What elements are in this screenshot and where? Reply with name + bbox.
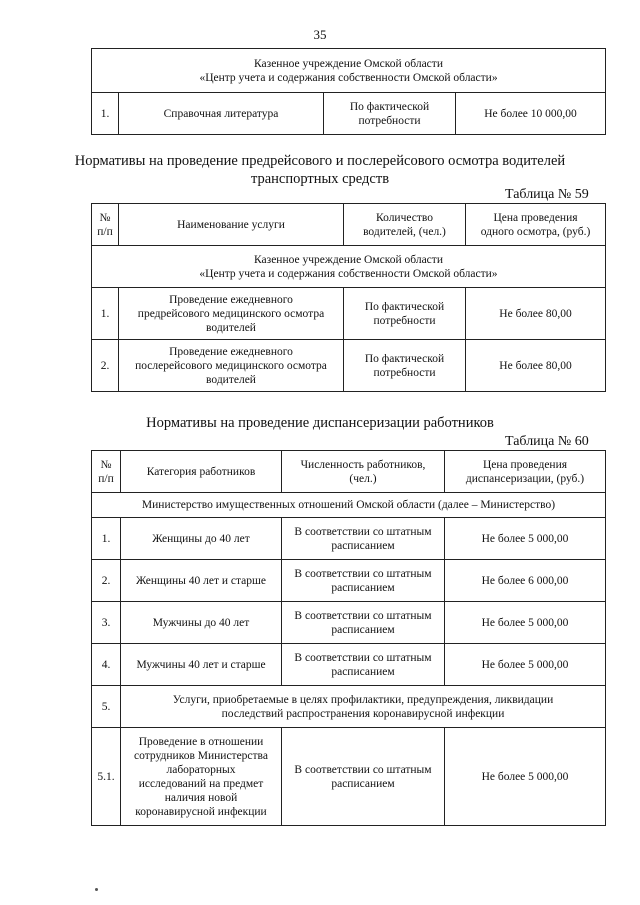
institution-row <box>92 246 606 288</box>
service-name: Справочная литература <box>119 93 324 135</box>
table-row <box>92 560 606 602</box>
row-number: 4. <box>92 644 121 686</box>
service-line: водителей <box>206 373 256 386</box>
price-cell: Не более 80,00 <box>466 340 606 392</box>
count-line: В соответствии со штатным <box>294 567 432 580</box>
service-line: послерейсового медицинского осмотра <box>135 359 327 372</box>
table-59-label: Таблица № 59 <box>505 187 589 202</box>
price-cell: Не более 10 000,00 <box>456 93 606 135</box>
institution-line: «Центр учета и содержания собственности Омской области» <box>199 267 498 280</box>
header-price <box>445 451 606 493</box>
quantity-line: потребности <box>373 366 436 379</box>
header-line: № <box>100 458 112 471</box>
quantity-line: По фактической <box>349 100 430 113</box>
quantity-line: потребности <box>373 314 436 327</box>
header-quantity <box>344 204 466 246</box>
header-line: Цена проведения <box>493 211 578 224</box>
header-category: Категория работников <box>121 451 282 493</box>
category-line: лабораторных <box>166 763 236 776</box>
scan-mark <box>95 888 98 891</box>
header-service: Наименование услуги <box>119 204 344 246</box>
price-cell: Не более 5 000,00 <box>445 644 606 686</box>
quantity-cell <box>324 93 456 135</box>
price-cell: Не более 5 000,00 <box>445 602 606 644</box>
header-line: п/п <box>98 472 114 485</box>
section-title-line: Нормативы на проведение предрейсового и послерейсового осмотра водителей <box>74 153 566 169</box>
category-line: наличия новой <box>164 791 238 804</box>
row-number: 1. <box>92 93 119 135</box>
row-number: 5.1. <box>92 728 121 826</box>
category-line: сотрудников Министерства <box>134 749 268 762</box>
page-number: 35 <box>313 27 327 42</box>
table-row <box>92 288 606 340</box>
header-line: Численность работников, <box>300 458 426 471</box>
group-line: Услуги, приобретаемые в целях профилактики, предупреждения, ликвидации <box>172 693 554 706</box>
quantity-cell <box>344 340 466 392</box>
count-line: расписанием <box>331 539 395 552</box>
section-60-title: Нормативы на проведение диспансеризации работников <box>146 415 494 431</box>
category-line: коронавирусной инфекции <box>135 805 267 818</box>
row-number: 1. <box>92 518 121 560</box>
table-row <box>92 340 606 392</box>
count-line: В соответствии со штатным <box>294 525 432 538</box>
header-line: п/п <box>97 225 113 238</box>
quantity-line: По фактической <box>364 352 445 365</box>
count-line: расписанием <box>331 777 395 790</box>
service-line: водителей <box>206 321 256 334</box>
header-line: водителей, (чел.) <box>363 225 446 238</box>
service-name <box>119 288 344 340</box>
section-title-line: транспортных средств <box>250 171 390 187</box>
group-line: последствий распространения коронавирусной инфекции <box>221 707 505 720</box>
institution-cell <box>92 246 606 288</box>
service-name <box>119 340 344 392</box>
table-continuation <box>91 48 606 135</box>
header-line: одного осмотра, (руб.) <box>480 225 591 238</box>
header-price <box>466 204 606 246</box>
header-count <box>282 451 445 493</box>
table-59 <box>91 203 606 392</box>
count-cell <box>282 602 445 644</box>
table-row <box>92 602 606 644</box>
category-cell <box>121 728 282 826</box>
row-number: 1. <box>92 288 119 340</box>
category-cell: Женщины 40 лет и старше <box>121 560 282 602</box>
table-60-label: Таблица № 60 <box>505 434 589 449</box>
header-num <box>92 204 119 246</box>
header-num <box>92 451 121 493</box>
count-line: В соответствии со штатным <box>294 763 432 776</box>
institution-line: «Центр учета и содержания собственности Омской области» <box>199 71 498 84</box>
section-59-title <box>0 152 640 188</box>
category-cell: Мужчины 40 лет и старше <box>121 644 282 686</box>
category-cell: Мужчины до 40 лет <box>121 602 282 644</box>
service-line: Проведение ежедневного <box>169 345 293 358</box>
count-cell <box>282 728 445 826</box>
row-number: 3. <box>92 602 121 644</box>
institution-cell <box>92 49 606 93</box>
header-line: Количество <box>376 211 433 224</box>
institution-row <box>92 49 606 93</box>
category-line: исследований на предмет <box>138 777 264 790</box>
category-cell: Женщины до 40 лет <box>121 518 282 560</box>
table-row <box>92 518 606 560</box>
count-line: В соответствии со штатным <box>294 609 432 622</box>
table-60 <box>91 450 606 826</box>
count-line: В соответствии со штатным <box>294 651 432 664</box>
quantity-line: По фактической <box>364 300 445 313</box>
price-cell: Не более 5 000,00 <box>445 728 606 826</box>
table-header-row <box>92 451 606 493</box>
table-row <box>92 644 606 686</box>
table-row-group <box>92 686 606 728</box>
header-line: (чел.) <box>349 472 377 485</box>
quantity-line: потребности <box>358 114 421 127</box>
group-description <box>121 686 606 728</box>
service-line: Проведение ежедневного <box>169 293 293 306</box>
count-line: расписанием <box>331 665 395 678</box>
price-cell: Не более 80,00 <box>466 288 606 340</box>
table-header-row <box>92 204 606 246</box>
category-line: Проведение в отношении <box>138 735 264 748</box>
table-row <box>92 93 606 135</box>
count-cell <box>282 560 445 602</box>
header-line: Цена проведения <box>482 458 568 471</box>
count-cell <box>282 644 445 686</box>
row-number: 2. <box>92 560 121 602</box>
ministry-cell: Министерство имущественных отношений Омской области (далее – Министерство) <box>92 493 606 518</box>
ministry-row <box>92 493 606 518</box>
header-line: диспансеризации, (руб.) <box>465 472 585 485</box>
table-row <box>92 728 606 826</box>
price-cell: Не более 5 000,00 <box>445 518 606 560</box>
service-line: предрейсового медицинского осмотра <box>137 307 325 320</box>
price-cell: Не более 6 000,00 <box>445 560 606 602</box>
header-line: № <box>99 211 111 224</box>
quantity-cell <box>344 288 466 340</box>
row-number: 2. <box>92 340 119 392</box>
institution-line: Казенное учреждение Омской области <box>254 253 443 266</box>
row-number: 5. <box>92 686 121 728</box>
institution-line: Казенное учреждение Омской области <box>254 57 443 70</box>
count-line: расписанием <box>331 623 395 636</box>
count-line: расписанием <box>331 581 395 594</box>
count-cell <box>282 518 445 560</box>
